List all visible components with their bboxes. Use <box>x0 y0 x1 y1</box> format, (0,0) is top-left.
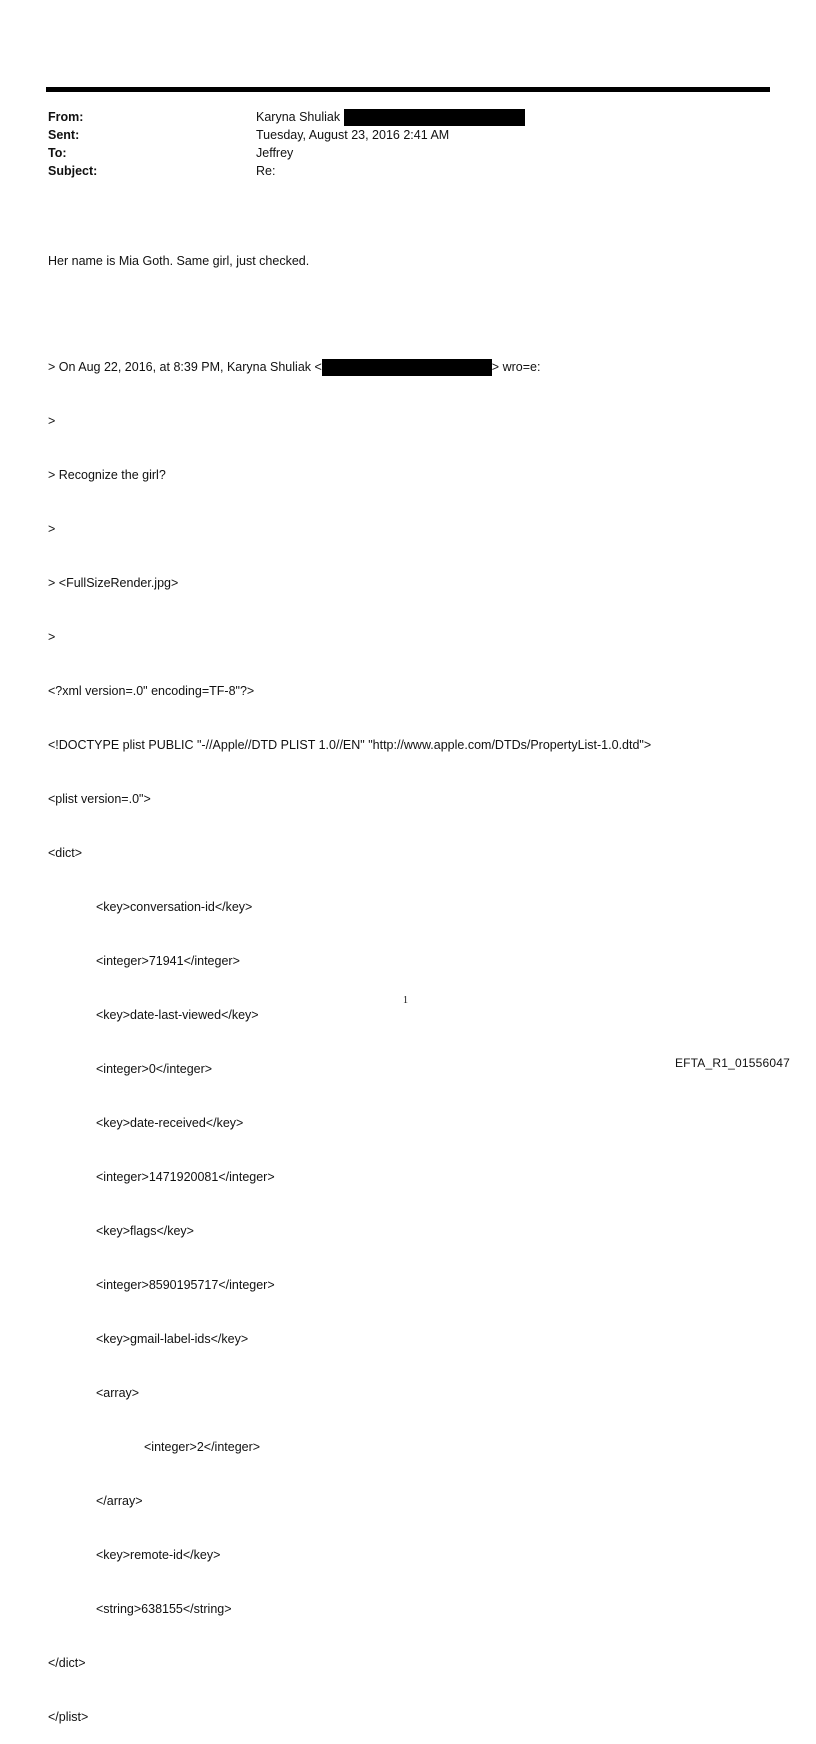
email-body <box>48 216 651 1744</box>
from-value <box>256 108 525 126</box>
plist-open: <plist version=.0"> <box>48 792 151 806</box>
plist-key: <key>date-last-viewed</key> <box>96 1008 259 1022</box>
quote-intro-start: > On Aug 22, 2016, at 8:39 PM, Karyna Shuliak < <box>48 360 322 374</box>
plist-value: <string>638155</string> <box>96 1602 232 1616</box>
from-name: Karyna Shuliak <box>256 110 341 124</box>
subject-label: Subject: <box>48 164 98 178</box>
plist-value: <integer>71941</integer> <box>96 954 240 968</box>
plist-close: </plist> <box>48 1710 89 1724</box>
dict-close: </dict> <box>48 1656 86 1670</box>
sent-label: Sent: <box>48 128 80 142</box>
plist-value: <integer>1471920081</integer> <box>96 1170 275 1184</box>
plist-value: <integer>8590195717</integer> <box>96 1278 275 1292</box>
array-close: </array> <box>96 1494 143 1508</box>
quote-intro-end: > wro=e: <box>491 360 541 374</box>
from-row <box>48 108 525 126</box>
xml-declaration: <?xml version=.0" encoding=TF-8"?> <box>48 684 255 698</box>
quote-line: > <box>48 630 56 644</box>
page-number: 1 <box>403 995 408 1006</box>
array-open: <array> <box>96 1386 140 1400</box>
dict-open: <dict> <box>48 846 83 860</box>
to-label: To: <box>48 146 67 160</box>
plist-key: <key>date-received</key> <box>96 1116 244 1130</box>
reply-text: Her name is Mia Goth. Same girl, just checked. <box>48 254 310 268</box>
plist-key: <key>flags</key> <box>96 1224 194 1238</box>
subject-value: Re: <box>256 164 276 178</box>
to-row <box>48 144 525 162</box>
quote-line: > <box>48 414 56 428</box>
to-value: Jeffrey <box>256 146 294 160</box>
plist-key: <key>conversation-id</key> <box>96 900 253 914</box>
quote-line: > <FullSizeRender.jpg> <box>48 576 179 590</box>
email-header <box>48 108 525 180</box>
sent-row <box>48 126 525 144</box>
quote-line: > <box>48 522 56 536</box>
quote-line: > Recognize the girl? <box>48 468 166 482</box>
from-label: From: <box>48 110 84 124</box>
document-id: EFTA_R1_01556047 <box>674 1056 790 1070</box>
plist-key: <key>remote-id</key> <box>96 1548 221 1562</box>
redaction-box <box>322 359 492 376</box>
quote-intro <box>48 358 651 376</box>
plist-key: <key>gmail-label-ids</key> <box>96 1332 249 1346</box>
doctype-line: <!DOCTYPE plist PUBLIC "-//Apple//DTD PLIST 1.0//EN" "http://www.apple.com/DTDs/PropertyList-1.0.dtd"> <box>48 738 652 752</box>
array-item: <integer>2</integer> <box>144 1440 261 1454</box>
sent-value: Tuesday, August 23, 2016 2:41 AM <box>256 128 450 142</box>
header-rule <box>46 87 770 92</box>
subject-row <box>48 162 525 180</box>
redaction-box <box>344 109 525 126</box>
plist-value: <integer>0</integer> <box>96 1062 213 1076</box>
